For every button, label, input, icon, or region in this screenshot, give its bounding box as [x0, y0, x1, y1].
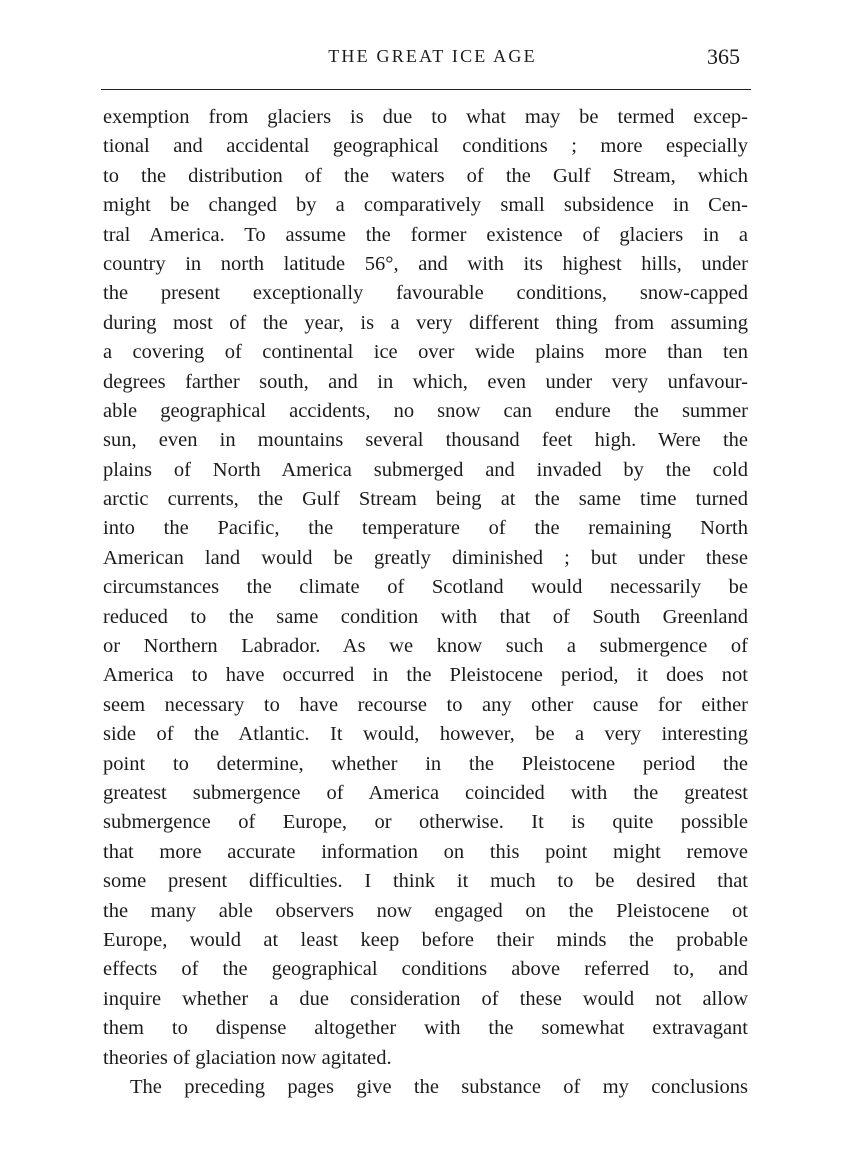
- page-number: 365: [707, 44, 740, 69]
- text-line: tral America. To assume the former existence of glaciers in a: [103, 223, 748, 246]
- text-line: seem necessary to have recourse to any other cause for either: [103, 693, 748, 716]
- text-line: might be changed by a comparatively small subsidence in Cen-: [103, 194, 748, 217]
- text-line: country in north latitude 56°, and with its highest hills, under: [103, 252, 748, 275]
- body-text: [103, 103, 748, 1102]
- text-line: tional and accidental geographical conditions ; more especially: [103, 135, 748, 158]
- text-line: circumstances the climate of Scotland would necessarily be: [103, 576, 748, 599]
- text-line: or Northern Labrador. As we know such a submergence of: [103, 635, 748, 658]
- paragraph-end-line: theories of glaciation now agitated.: [103, 1046, 392, 1069]
- running-title: THE GREAT ICE AGE: [328, 46, 537, 66]
- text-line: American land would be greatly diminished ; but under these: [103, 546, 748, 569]
- header-rule: [101, 89, 751, 90]
- text-line: inquire whether a due consideration of these would not allow: [103, 987, 748, 1010]
- text-line: to the distribution of the waters of the Gulf Stream, which: [103, 164, 748, 187]
- text-line: plains of North America submerged and invaded by the cold: [103, 458, 748, 481]
- text-line: point to determine, whether in the Pleistocene period the: [103, 752, 748, 775]
- text-line: greatest submergence of America coincided with the greatest: [103, 781, 748, 804]
- text-line: a covering of continental ice over wide plains more than ten: [103, 341, 748, 364]
- text-line: America to have occurred in the Pleistocene period, it does not: [103, 664, 748, 687]
- text-line: Europe, would at least keep before their minds the probable: [103, 928, 748, 951]
- text-line: degrees farther south, and in which, even under very unfavour-: [103, 370, 748, 393]
- text-line: exemption from glaciers is due to what may be termed excep-: [103, 106, 748, 128]
- running-head: [103, 44, 748, 76]
- text-line: reduced to the same condition with that of South Greenland: [103, 605, 748, 628]
- text-line: into the Pacific, the temperature of the remaining North: [103, 517, 748, 540]
- text-line: the many able observers now engaged on the Pleistocene ot: [103, 899, 748, 922]
- text-line: submergence of Europe, or otherwise. It is quite possible: [103, 811, 748, 834]
- text-line: side of the Atlantic. It would, however, be a very interesting: [103, 723, 748, 746]
- text-line: effects of the geographical conditions above referred to, and: [103, 958, 748, 981]
- paragraph-first-line: The preceding pages give the substance of my conclusions: [130, 1075, 748, 1098]
- text-line: arctic currents, the Gulf Stream being at the same time turned: [103, 488, 748, 511]
- text-line: the present exceptionally favourable conditions, snow-capped: [103, 282, 748, 305]
- text-line: during most of the year, is a very different thing from assuming: [103, 311, 748, 334]
- text-line: them to dispense altogether with the somewhat extravagant: [103, 1017, 748, 1040]
- text-line: sun, even in mountains several thousand feet high. Were the: [103, 429, 748, 452]
- text-line: that more accurate information on this point might remove: [103, 840, 748, 863]
- text-line: some present difficulties. I think it much to be desired that: [103, 870, 748, 893]
- text-line: able geographical accidents, no snow can endure the summer: [103, 399, 748, 422]
